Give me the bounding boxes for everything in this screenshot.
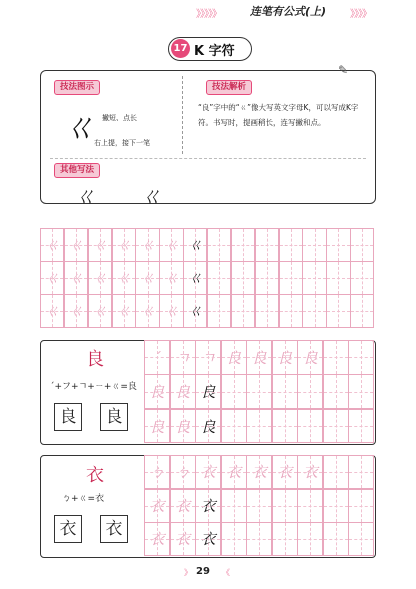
practice-cell bbox=[246, 455, 272, 489]
practice-character: 良 bbox=[200, 383, 216, 402]
practice-cell bbox=[323, 489, 349, 523]
practice-character: ㄍ bbox=[140, 236, 156, 254]
practice-cell bbox=[323, 455, 349, 489]
practice-character: 衣 bbox=[251, 463, 267, 481]
practice-cell bbox=[350, 228, 374, 262]
header-title: 连笔有公式(上) bbox=[250, 5, 327, 18]
practice-cell bbox=[231, 261, 255, 295]
section-2-formula: ˊ+フ+ㄱ+ㄧ+ㄍ=良 bbox=[50, 382, 137, 392]
stroke-note-top: 撇短、点长 bbox=[102, 114, 137, 122]
practice-cell bbox=[112, 294, 136, 328]
practice-character: 良 bbox=[251, 349, 267, 367]
practice-character: 衣 bbox=[226, 463, 242, 481]
practice-cell bbox=[326, 261, 350, 295]
practice-cell bbox=[326, 228, 350, 262]
lesson-title: K 字符 bbox=[194, 44, 235, 59]
practice-cell bbox=[183, 294, 207, 328]
practice-cell bbox=[195, 409, 221, 444]
practice-character: 良 bbox=[200, 417, 216, 436]
page-number: 29 bbox=[196, 566, 210, 577]
practice-cell bbox=[279, 228, 303, 262]
practice-cell bbox=[40, 228, 64, 262]
practice-character: ㄍ bbox=[163, 236, 179, 254]
practice-cell bbox=[195, 522, 221, 556]
practice-cell bbox=[183, 261, 207, 295]
pen-icon: ✎ bbox=[338, 63, 349, 77]
practice-grid-1 bbox=[40, 228, 374, 327]
practice-cell bbox=[144, 374, 170, 409]
practice-cell bbox=[297, 522, 323, 556]
practice-cell bbox=[221, 340, 247, 375]
practice-character: ㄍ bbox=[44, 236, 60, 254]
practice-cell bbox=[207, 294, 231, 328]
practice-cell bbox=[272, 340, 298, 375]
analysis-tag: 技法解析 bbox=[206, 80, 252, 95]
practice-cell bbox=[159, 261, 183, 295]
practice-cell bbox=[170, 522, 196, 556]
practice-cell bbox=[170, 455, 196, 489]
practice-cell bbox=[144, 522, 170, 556]
practice-cell bbox=[272, 489, 298, 523]
practice-cell bbox=[144, 455, 170, 489]
section-2-character: 良 bbox=[86, 349, 104, 370]
section-3-character: 衣 bbox=[86, 465, 104, 486]
practice-cell bbox=[348, 374, 374, 409]
practice-cell bbox=[64, 228, 88, 262]
practice-cell bbox=[279, 294, 303, 328]
practice-cell bbox=[348, 340, 374, 375]
practice-character: 良 bbox=[226, 349, 242, 367]
technique-divider bbox=[182, 76, 183, 154]
practice-cell bbox=[207, 228, 231, 262]
practice-cell bbox=[40, 261, 64, 295]
analysis-text: “良”字中的“ㄍ”像大写英文字母K，可以写成K字符。书写时，提画稍长，连写撇和点。 bbox=[198, 103, 359, 127]
practice-cell bbox=[350, 294, 374, 328]
practice-character: ㄍ bbox=[187, 236, 203, 254]
technique-hdivider bbox=[50, 158, 366, 159]
practice-character: 良 bbox=[175, 417, 191, 436]
practice-character: ㄍ bbox=[116, 236, 132, 254]
header-arrows-left: 》》》》》 bbox=[196, 9, 221, 20]
practice-cell bbox=[170, 489, 196, 523]
practice-character: 衣 bbox=[277, 463, 293, 481]
practice-cell bbox=[40, 294, 64, 328]
example-box: 良 bbox=[100, 403, 128, 431]
practice-cell bbox=[297, 409, 323, 444]
practice-cell bbox=[302, 294, 326, 328]
practice-cell bbox=[135, 294, 159, 328]
practice-character: 良 bbox=[302, 349, 318, 367]
practice-cell bbox=[64, 261, 88, 295]
practice-cell bbox=[323, 374, 349, 409]
practice-cell bbox=[135, 228, 159, 262]
other-style-example: ㄍ bbox=[74, 185, 97, 210]
practice-cell bbox=[279, 261, 303, 295]
practice-cell bbox=[272, 409, 298, 444]
practice-cell bbox=[255, 228, 279, 262]
practice-cell bbox=[195, 455, 221, 489]
practice-character: 衣 bbox=[149, 496, 165, 515]
practice-cell bbox=[221, 374, 247, 409]
practice-cell bbox=[302, 228, 326, 262]
practice-character: 良 bbox=[149, 383, 165, 402]
practice-cell bbox=[348, 455, 374, 489]
practice-cell bbox=[348, 489, 374, 523]
stroke-note-bottom: 右上提，接下一笔 bbox=[94, 139, 150, 147]
practice-character: ㄍ bbox=[163, 269, 179, 287]
lesson-number-badge: 17 bbox=[171, 39, 190, 58]
practice-cell bbox=[221, 409, 247, 444]
practice-grid-2 bbox=[144, 340, 374, 443]
practice-cell bbox=[272, 455, 298, 489]
practice-character: ㄍ bbox=[140, 269, 156, 287]
practice-cell bbox=[323, 409, 349, 444]
practice-cell bbox=[323, 522, 349, 556]
practice-character: ㄍ bbox=[92, 236, 108, 254]
practice-character: 衣 bbox=[302, 463, 318, 481]
section-3-formula: ㄅ+ㄍ=衣 bbox=[62, 494, 105, 504]
practice-cell bbox=[112, 228, 136, 262]
other-style-example: ㄍ bbox=[140, 185, 163, 210]
practice-grid-3 bbox=[144, 455, 374, 556]
practice-cell bbox=[88, 294, 112, 328]
practice-cell bbox=[195, 374, 221, 409]
practice-cell bbox=[246, 522, 272, 556]
header-arrows-right: 》》》》 bbox=[350, 9, 371, 20]
practice-cell bbox=[246, 340, 272, 375]
practice-cell bbox=[159, 228, 183, 262]
practice-cell bbox=[170, 409, 196, 444]
practice-cell bbox=[144, 340, 170, 375]
practice-character: ㄍ bbox=[163, 302, 179, 320]
practice-character: ㄍ bbox=[44, 302, 60, 320]
practice-character: ㄍ bbox=[68, 236, 84, 254]
practice-character: ㄍ bbox=[44, 269, 60, 287]
practice-cell bbox=[246, 374, 272, 409]
illustration-character: ㄍ bbox=[62, 108, 96, 148]
practice-character: ㄍ bbox=[92, 269, 108, 287]
practice-cell bbox=[297, 489, 323, 523]
practice-cell bbox=[183, 228, 207, 262]
example-box: 良 bbox=[54, 403, 82, 431]
practice-character: 良 bbox=[149, 417, 165, 436]
practice-cell bbox=[272, 522, 298, 556]
practice-character: ㄍ bbox=[68, 269, 84, 287]
practice-cell bbox=[297, 374, 323, 409]
practice-character: ㄍ bbox=[140, 302, 156, 320]
practice-character: ㄱ bbox=[175, 349, 190, 367]
practice-cell bbox=[348, 409, 374, 444]
practice-character: ㄍ bbox=[187, 269, 203, 287]
practice-cell bbox=[323, 340, 349, 375]
practice-cell bbox=[348, 522, 374, 556]
practice-cell bbox=[272, 374, 298, 409]
practice-character: 衣 bbox=[175, 530, 191, 549]
practice-cell bbox=[170, 374, 196, 409]
practice-cell bbox=[135, 261, 159, 295]
practice-cell bbox=[207, 261, 231, 295]
practice-cell bbox=[88, 261, 112, 295]
practice-cell bbox=[221, 455, 247, 489]
practice-character: ㄍ bbox=[68, 302, 84, 320]
page-arrow-right: 《 bbox=[222, 568, 230, 577]
practice-cell bbox=[64, 294, 88, 328]
practice-cell bbox=[302, 261, 326, 295]
practice-character: ㄅ bbox=[149, 463, 165, 481]
practice-character: ㄅ bbox=[175, 463, 191, 481]
practice-cell bbox=[297, 340, 323, 375]
practice-cell bbox=[246, 409, 272, 444]
practice-cell bbox=[246, 489, 272, 523]
practice-character: ˊ bbox=[153, 349, 161, 367]
practice-character: 衣 bbox=[200, 530, 216, 549]
practice-cell bbox=[255, 294, 279, 328]
practice-cell bbox=[350, 261, 374, 295]
practice-cell bbox=[221, 489, 247, 523]
practice-cell bbox=[297, 455, 323, 489]
practice-character: 衣 bbox=[200, 463, 216, 481]
practice-character: 良 bbox=[277, 349, 293, 367]
practice-character: ㄍ bbox=[116, 269, 132, 287]
practice-character: ㄍ bbox=[116, 302, 132, 320]
practice-character: ㄱ bbox=[200, 349, 216, 367]
practice-cell bbox=[144, 409, 170, 444]
practice-cell bbox=[326, 294, 350, 328]
practice-cell bbox=[231, 294, 255, 328]
practice-cell bbox=[112, 261, 136, 295]
practice-cell bbox=[231, 228, 255, 262]
practice-character: 衣 bbox=[200, 496, 216, 515]
practice-cell bbox=[255, 261, 279, 295]
page-arrow-left: 》 bbox=[184, 568, 192, 577]
practice-cell bbox=[221, 522, 247, 556]
practice-character: 衣 bbox=[149, 530, 165, 549]
practice-cell bbox=[195, 340, 221, 375]
practice-cell bbox=[159, 294, 183, 328]
practice-cell bbox=[144, 489, 170, 523]
other-styles-tag: 其他写法 bbox=[54, 163, 100, 178]
practice-cell bbox=[88, 228, 112, 262]
practice-character: 衣 bbox=[175, 496, 191, 515]
practice-character: ㄍ bbox=[187, 302, 203, 320]
illustration-tag: 技法图示 bbox=[54, 80, 100, 95]
practice-character: 良 bbox=[175, 383, 191, 402]
practice-cell bbox=[195, 489, 221, 523]
example-box: 衣 bbox=[54, 515, 82, 543]
example-box: 衣 bbox=[100, 515, 128, 543]
practice-cell bbox=[170, 340, 196, 375]
practice-character: ㄍ bbox=[92, 302, 108, 320]
